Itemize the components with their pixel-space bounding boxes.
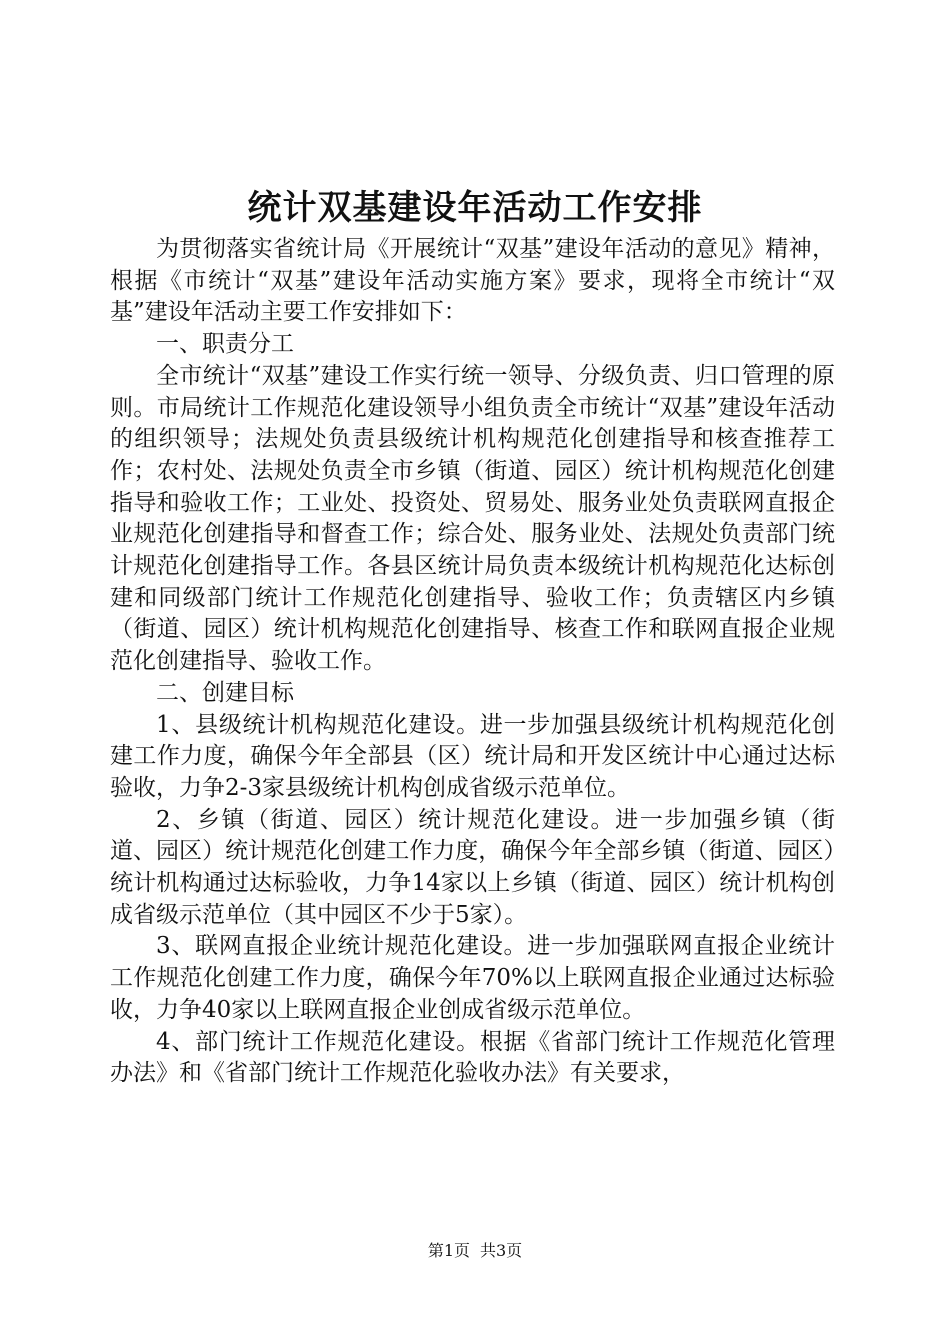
page-number: 第1页 xyxy=(427,1241,470,1260)
document-body xyxy=(110,234,835,1090)
goal-item-township: 2、乡镇（街道、园区）统计规范化建设。进一步加强乡镇（街道、园区）统计规范化创建工作力度，确保今年全部乡镇（街道、园区）统计机构通过达标验收，力争14家以上乡镇（街道、园区）统计机构创成省级示范单位（其中园区不少于5家）。 xyxy=(110,806,835,928)
responsibilities-paragraph: 全市统计“双基”建设工作实行统一领导、分级负责、归口管理的原则。市局统计工作规范化建设领导小组负责全市统计“双基”建设年活动的组织领导；法规处负责县级统计机构规范化创建指导和核查推荐工作；农村处、法规处负责全市乡镇（街道、园区）统计机构规范化创建指导和验收工作；工业处、投资处、贸易处、服务业处负责联网直报企业规范化创建指导和督查工作；综合处、服务业处、法规处负责部门统计规范化创建指导工作。各县区统计局负责本级统计机构规范化达标创建和同级部门统计工作规范化创建指导、验收工作；负责辖区内乡镇（街道、园区）统计机构规范化创建指导、核查工作和联网直报企业规范化创建指导、验收工作。 xyxy=(110,362,835,675)
goal-item-department: 4、部门统计工作规范化建设。根据《省部门统计工作规范化管理办法》和《省部门统计工作规范化验收办法》有关要求， xyxy=(110,1028,835,1087)
goal-item-enterprise: 3、联网直报企业统计规范化建设。进一步加强联网直报企业统计工作规范化创建工作力度，确保今年70%以上联网直报企业通过达标验收，力争40家以上联网直报企业创成省级示范单位。 xyxy=(110,933,835,1023)
section-heading-goals: 二、创建目标 xyxy=(156,679,294,706)
section-heading-responsibilities: 一、职责分工 xyxy=(156,331,294,358)
page-total: 共3页 xyxy=(480,1241,523,1260)
document-title: 统计双基建设年活动工作安排 xyxy=(247,188,703,228)
goal-item-county: 1、县级统计机构规范化建设。进一步加强县级统计机构规范化创建工作力度，确保今年全部县（区）统计局和开发区统计中心通过达标验收，力争2-3家县级统计机构创成省级示范单位。 xyxy=(110,711,835,801)
page-footer xyxy=(0,1240,950,1262)
intro-paragraph: 为贯彻落实省统计局《开展统计“双基”建设年活动的意见》精神，根据《市统计“双基”建设年活动实施方案》要求，现将全市统计“双基”建设年活动主要工作安排如下： xyxy=(110,236,835,326)
